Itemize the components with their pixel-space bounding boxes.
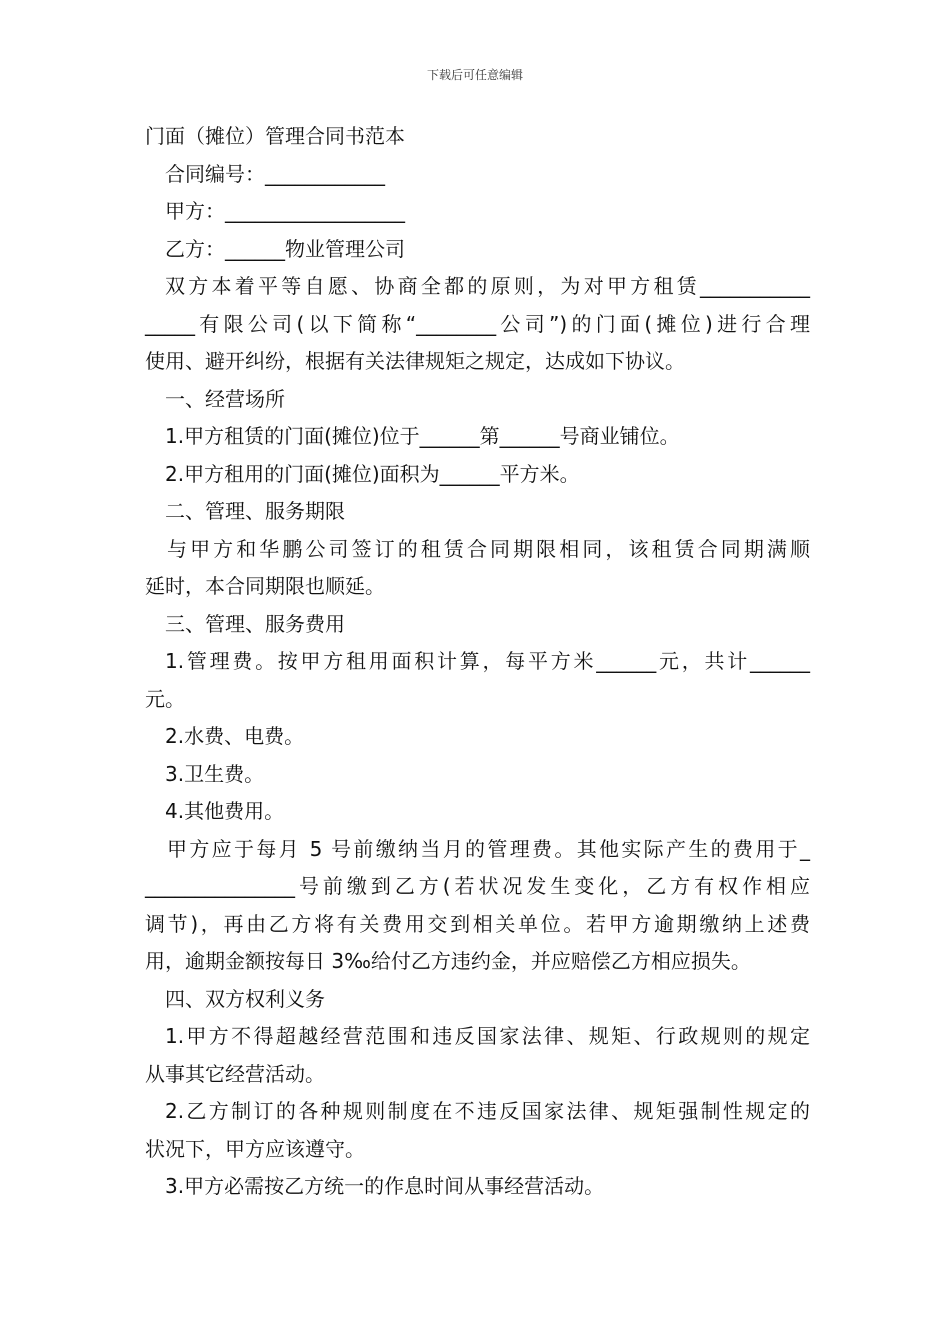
clause-line: 3.卫生费。 [165, 761, 265, 786]
paragraph-line: 与甲方和华鹏公司签订的租赁合同期限相同，该租赁合同期满顺 [167, 536, 810, 561]
section-heading: 二、管理、服务期限 [165, 499, 345, 523]
party-b-line: 乙方：______物业管理公司 [165, 236, 405, 261]
paragraph-line: 双方本着平等自愿、协商全都的原则，为对甲方租赁___________ [165, 274, 810, 298]
clause-line: 从事其它经营活动。 [145, 1061, 325, 1086]
contract-document [145, 118, 810, 1206]
contract-number-line: 合同编号：____________ [165, 161, 385, 186]
clause-line: 1.甲方租赁的门面(摊位)位于______第______号商业铺位。 [165, 424, 680, 448]
clause-line: 状况下，甲方应该遵守。 [145, 1136, 365, 1161]
clause-line: 2.乙方制订的各种规则制度在不违反国家法律、规矩强制性规定的 [165, 1099, 810, 1123]
paragraph-line: 使用、避开纠纷，根据有关法律规矩之规定，达成如下协议。 [145, 349, 685, 373]
clause-line: 元。 [145, 686, 185, 711]
page-header-note: 下载后可任意编辑 [426, 68, 523, 82]
section-heading: 一、经营场所 [165, 386, 285, 411]
party-a-line: 甲方：__________________ [165, 199, 405, 223]
paragraph-line: 用，逾期金额按每日 3‰给付乙方违约金，并应赔偿乙方相应损失。 [145, 949, 751, 973]
paragraph-line: 延时，本合同期限也顺延。 [145, 574, 385, 598]
paragraph-line: 调节)，再由乙方将有关费用交到相关单位。若甲方逾期缴纳上述费 [145, 911, 810, 936]
clause-line: 4.其他费用。 [165, 799, 285, 823]
paragraph-line: _____有限公司(以下简称“________公司”)的门面(摊位)进行合理 [145, 311, 810, 336]
section-heading: 四、双方权利义务 [165, 986, 325, 1011]
paragraph-line: 甲方应于每月 5 号前缴纳当月的管理费。其他实际产生的费用于_ [167, 836, 810, 861]
clause-line: 1.甲方不得超越经营范围和违反国家法律、规矩、行政规则的规定 [165, 1024, 810, 1048]
paragraph-line: _______________号前缴到乙方(若状况发生变化，乙方有权作相应 [145, 874, 810, 898]
document-title: 门面（摊位）管理合同书范本 [145, 124, 405, 148]
clause-line: 1.管理费。按甲方租用面积计算，每平方米______元，共计______ [165, 649, 810, 673]
clause-line: 2.水费、电费。 [165, 724, 305, 748]
clause-line: 2.甲方租用的门面(摊位)面积为______平方米。 [165, 461, 580, 486]
section-heading: 三、管理、服务费用 [165, 611, 345, 636]
clause-line: 3.甲方必需按乙方统一的作息时间从事经营活动。 [165, 1174, 605, 1198]
